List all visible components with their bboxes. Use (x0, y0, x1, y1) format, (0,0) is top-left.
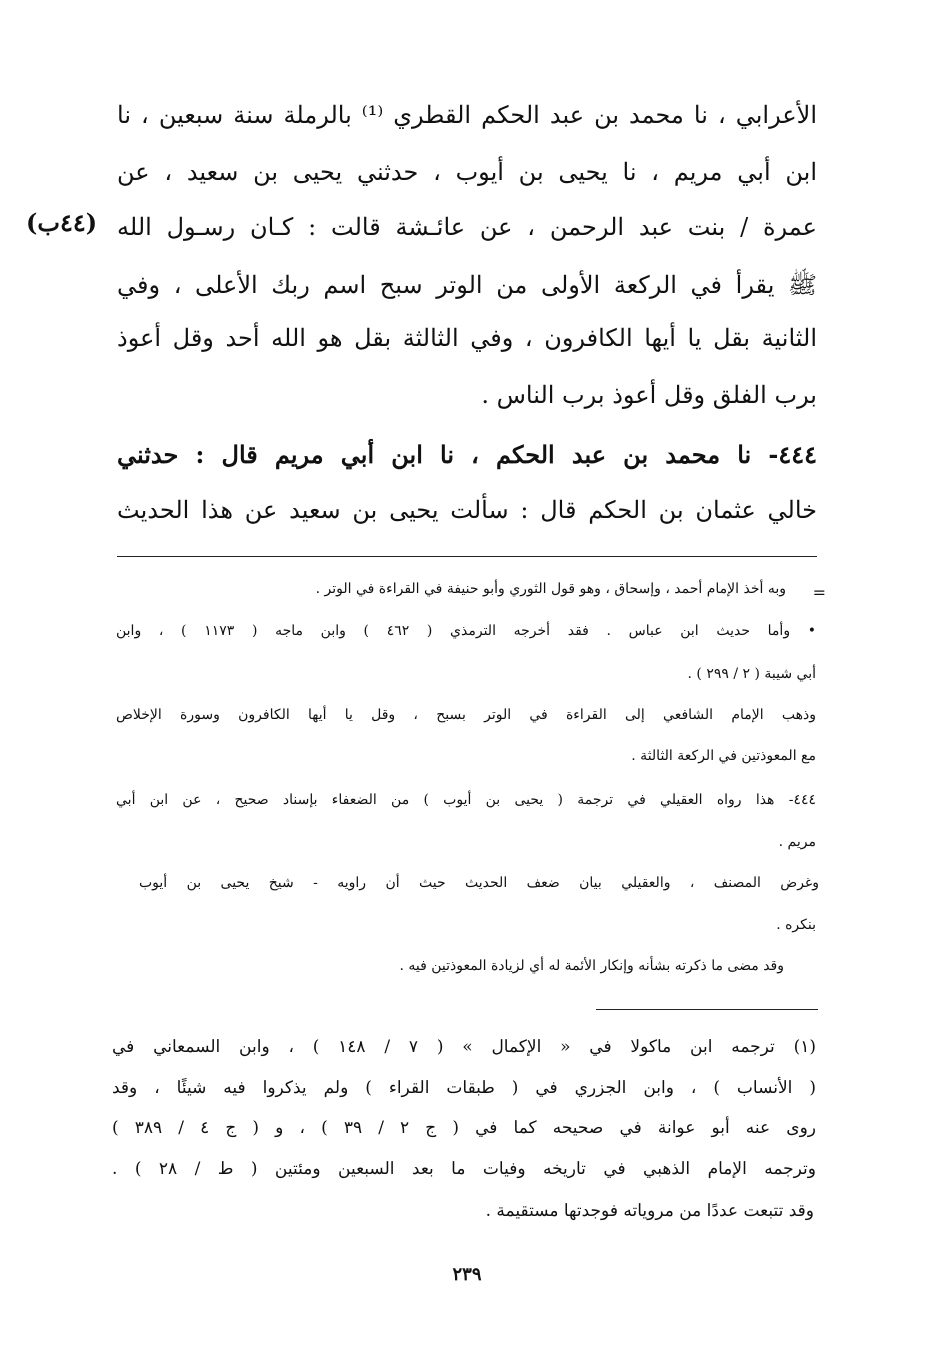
footnote-line-6: ٤٤٤- هذا رواه العقيلي في ترجمة ( يحيى بن أيوب ) من الضعفاء بإسناد صحيح ، عن ابن أبي (116, 792, 816, 808)
main-text-line-3: عمرة / بنت عبد الرحمن ، عن عائـشة قالت : كـان رسـول الله (117, 213, 817, 241)
footnote-line-1: وبه أخذ الإمام أحمد ، وإسحاق ، وهو قول الثوري وأبو حنيفة في القراءة في الوتر . (315, 581, 786, 597)
main-text-line-1: الأعرابي ، نا محمد بن عبد الحكم القطري ⁽¹⁾ بالرملة سنة سبعين ، نا (117, 101, 817, 129)
footnote-line-2: • وأما حديث ابن عباس . فقد أخرجه الترمذي ( ٤٦٢ ) وابن ماجه ( ١١٧٣ ) ، وابن (116, 623, 817, 639)
ref-footnote-line-4: وترجمه الإمام الذهبي في تاريخه وفيات ما بعد السبعين ومئتين ( ط / ٢٨ ) . (112, 1159, 816, 1179)
ref-footnote-line-5: وقد تتبعت عددًا من مروياته فوجدتها مستقيمة . (485, 1201, 814, 1221)
footnote-line-7: مريم . (778, 834, 816, 850)
page-number: ٢٣٩ (452, 1264, 482, 1285)
footnote-line-5: مع المعوذتين في الركعة الثالثة . (631, 748, 816, 764)
hadith-444-line-2: خالي عثمان بن الحكم قال : سألت يحيى بن سعيد عن هذا الحديث (117, 496, 817, 524)
hadith-444-line-1: ٤٤٤- نا محمد بن عبد الحكم ، نا ابن أبي مريم قال : حدثني (117, 440, 817, 469)
main-text-line-4: ﷺ يقرأ في الركعة الأولى من الوتر سبح اسم ربك الأعلى ، وفي (117, 271, 817, 299)
footnote-line-4: وذهب الإمام الشافعي إلى القراءة في الوتر بسبح ، وقل يا أيها الكافرون وسورة الإخلاص (116, 707, 816, 723)
footnote-line-10: وقد مضى ما ذكرته بشأنه وإنكار الأئمة له أي لزيادة المعوذتين فيه . (399, 958, 784, 974)
footnote-line-9: بنكره . (776, 917, 816, 933)
ref-footnote-line-3: روى عنه أبو عوانة في صحيحه كما في ( ج ٢ / ٣٩ ) ، و ( ج ٤ / ٣٨٩ ) (112, 1118, 817, 1138)
ref-footnote-line-1: (١) ترجمه ابن ماكولا في « الإكمال » ( ٧ / ١٤٨ ) ، وابن السمعاني في (112, 1037, 816, 1057)
margin-folio-note: (٤٤ب) (26, 208, 98, 237)
footnote-separator (117, 556, 817, 557)
footnote-line-3: أبي شيبة ( ٢ / ٢٩٩ ) . (687, 666, 816, 682)
main-text-line-2: ابن أبي مريم ، نا يحيى بن أيوب ، حدثني يحيى بن سعيد ، عن (117, 158, 817, 186)
footnote-separator-short (596, 1009, 818, 1010)
continuation-mark: = (812, 583, 826, 602)
main-text-line-6: برب الفلق وقل أعوذ برب الناس . (481, 381, 817, 409)
footnote-line-8: وغرض المصنف ، والعقيلي بيان ضعف الحديث حيث أن راويه - شيخ يحيى بن أيوب (139, 875, 819, 891)
main-text-line-5: الثانية بقل يا أيها الكافرون ، وفي الثالثة بقل هو الله أحد وقل أعوذ (117, 324, 817, 352)
ref-footnote-line-2: ( الأنساب ) ، وابن الجزري في ( طبقات القراء ) ولم يذكروا فيه شيئًا ، وقد (112, 1078, 816, 1098)
